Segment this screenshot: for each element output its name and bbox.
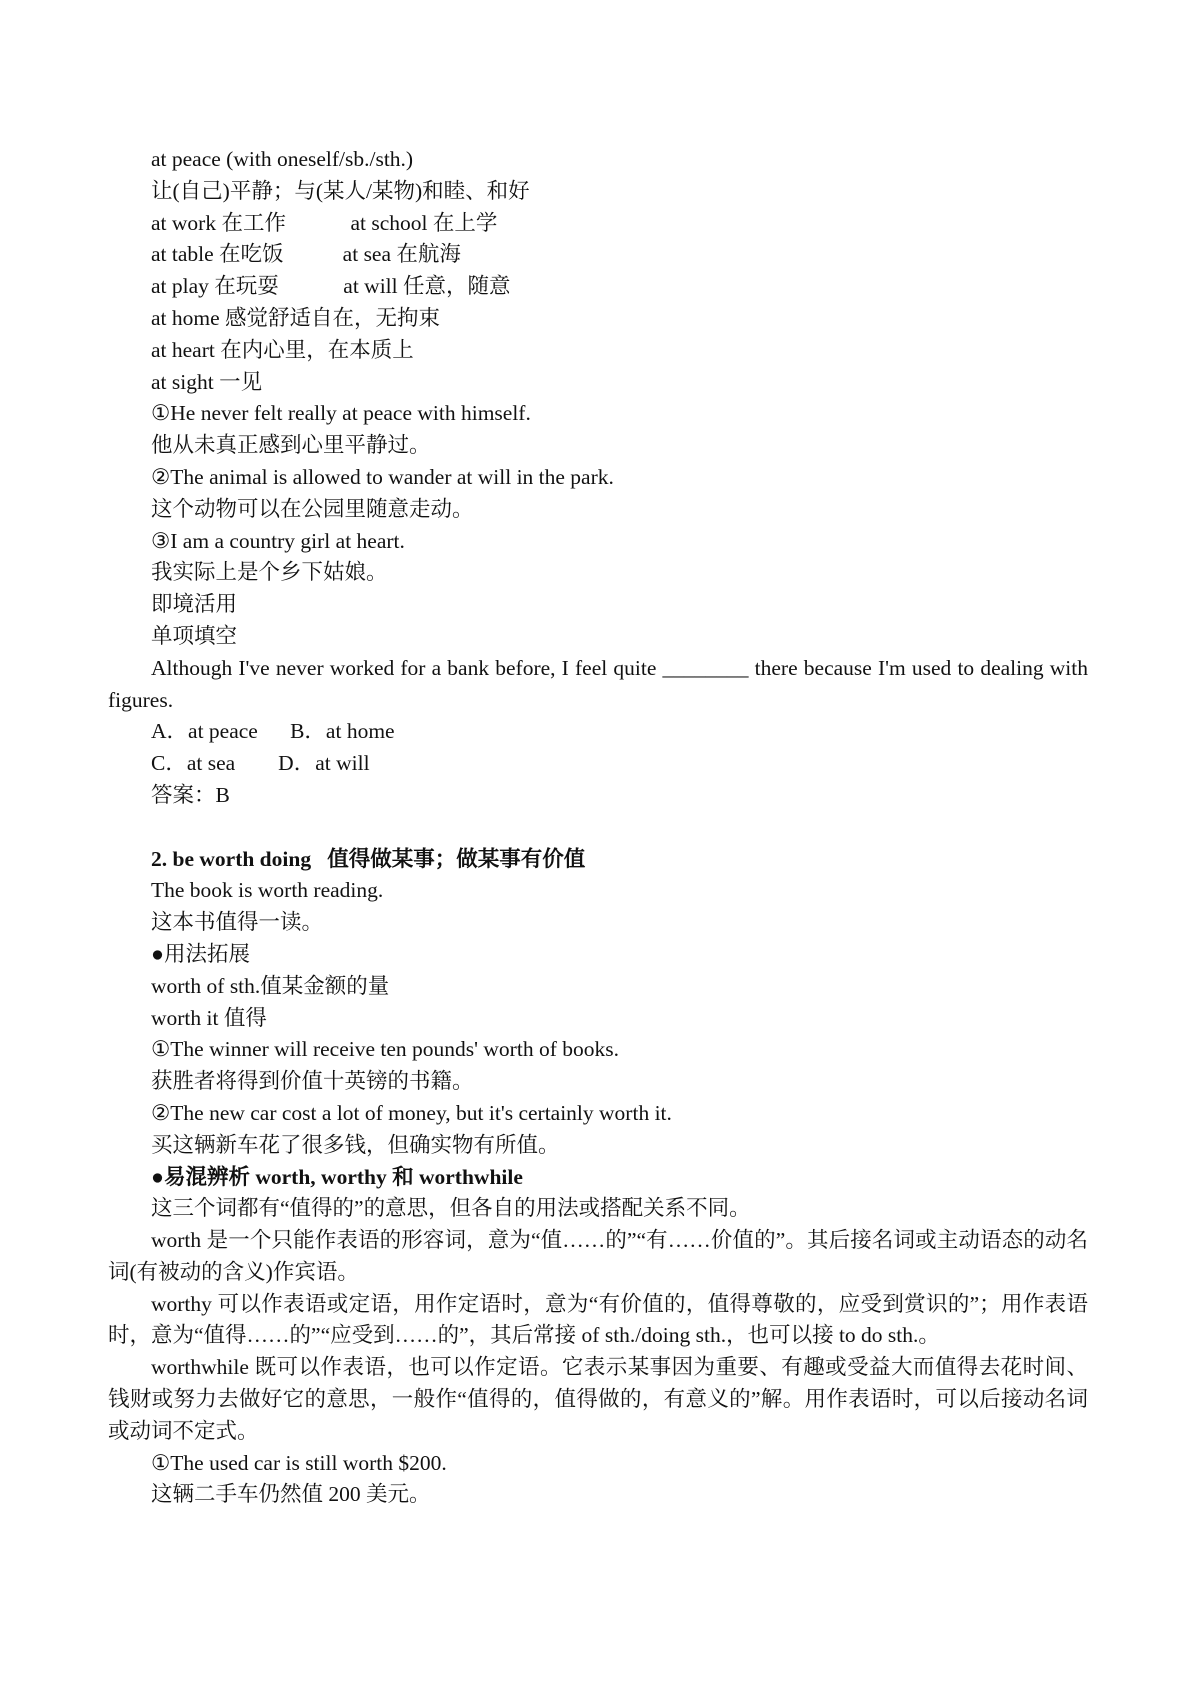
exercise-options: C．at sea D．at will (151, 751, 370, 776)
example-translation: 这个动物可以在公园里随意走动。 (151, 496, 474, 521)
example-translation: 这本书值得一读。 (151, 910, 324, 935)
usage-label: ●用法拓展 (151, 941, 250, 966)
exercise-type: 单项填空 (151, 623, 238, 648)
phrase-line: at peace (with oneself/sb./sth.) (151, 147, 414, 171)
intro-line: 这三个词都有“值得的”的意思，但各自的用法或搭配关系不同。 (151, 1196, 751, 1221)
phrase-line: at home 感觉舒适自在，无拘束 (151, 305, 441, 330)
exercise-question: Although I've never worked for a bank before, I feel quite ________ there because I'm used to dealing with figures. (108, 655, 1088, 712)
example-translation: 这辆二手车仍然值 200 美元。 (151, 1482, 431, 1507)
exercise-options: A．at peace B．at home (151, 719, 395, 744)
phrase-line: at sight 一见 (151, 369, 263, 394)
phrase-line: 让(自己)平静；与(某人/某物)和睦、和好 (151, 178, 530, 203)
explanation-paragraph: worthy 可以作表语或定语，用作定语时，意为“有价值的，值得尊敬的，应受到赏识的”；用作表语时，意为“值得……的”“应受到……的”，其后常接 of sth./doing sth.，也可以接 to do sth.。 (108, 1291, 1088, 1348)
example-sentence: ①The winner will receive ten pounds' worth of books. (151, 1037, 619, 1062)
explanation-paragraph: worthwhile 既可以作表语，也可以作定语。它表示某事因为重要、有趣或受益大而值得去花时间、钱财或努力去做好它的意思，一般作“值得的，值得做的，有意义的”解。用作表语时，可以后接动名词或动词不定式。 (108, 1355, 1088, 1443)
example-translation: 获胜者将得到价值十英镑的书籍。 (151, 1069, 474, 1094)
section-heading: 2. be worth doing 值得做某事；做某事有价值 (151, 846, 586, 871)
document-body (108, 144, 1088, 1511)
example-translation: 我实际上是个乡下姑娘。 (151, 560, 388, 585)
phrase-line: worth it 值得 (151, 1005, 267, 1030)
phrase-line: at play 在玩耍 at will 任意，随意 (151, 274, 511, 299)
exercise-answer: 答案：B (151, 782, 230, 807)
explanation-paragraph: worth 是一个只能作表语的形容词，意为“值……的”“有……价值的”。其后接名词或主动语态的动名词(有被动的含义)作宾语。 (108, 1228, 1088, 1284)
example-sentence: ①He never felt really at peace with himself. (151, 401, 531, 426)
example-sentence: ②The animal is allowed to wander at will in the park. (151, 464, 614, 489)
example-sentence: ①The used car is still worth $200. (151, 1450, 447, 1475)
example-sentence: ③I am a country girl at heart. (151, 528, 405, 553)
example-sentence: The book is worth reading. (151, 878, 384, 903)
spacer (108, 812, 1088, 844)
example-sentence: ②The new car cost a lot of money, but it's certainly worth it. (151, 1100, 672, 1125)
phrase-line: worth of sth.值某金额的量 (151, 973, 390, 998)
phrase-line: at work 在工作 at school 在上学 (151, 210, 498, 235)
example-translation: 他从未真正感到心里平静过。 (151, 433, 431, 458)
phrase-line: at table 在吃饭 at sea 在航海 (151, 242, 461, 267)
example-translation: 买这辆新车花了很多钱，但确实物有所值。 (151, 1132, 560, 1157)
subsection-heading: ●易混辨析 worth, worthy 和 worthwhile (151, 1164, 523, 1189)
exercise-label: 即境活用 (151, 592, 238, 617)
phrase-line: at heart 在内心里，在本质上 (151, 337, 414, 362)
